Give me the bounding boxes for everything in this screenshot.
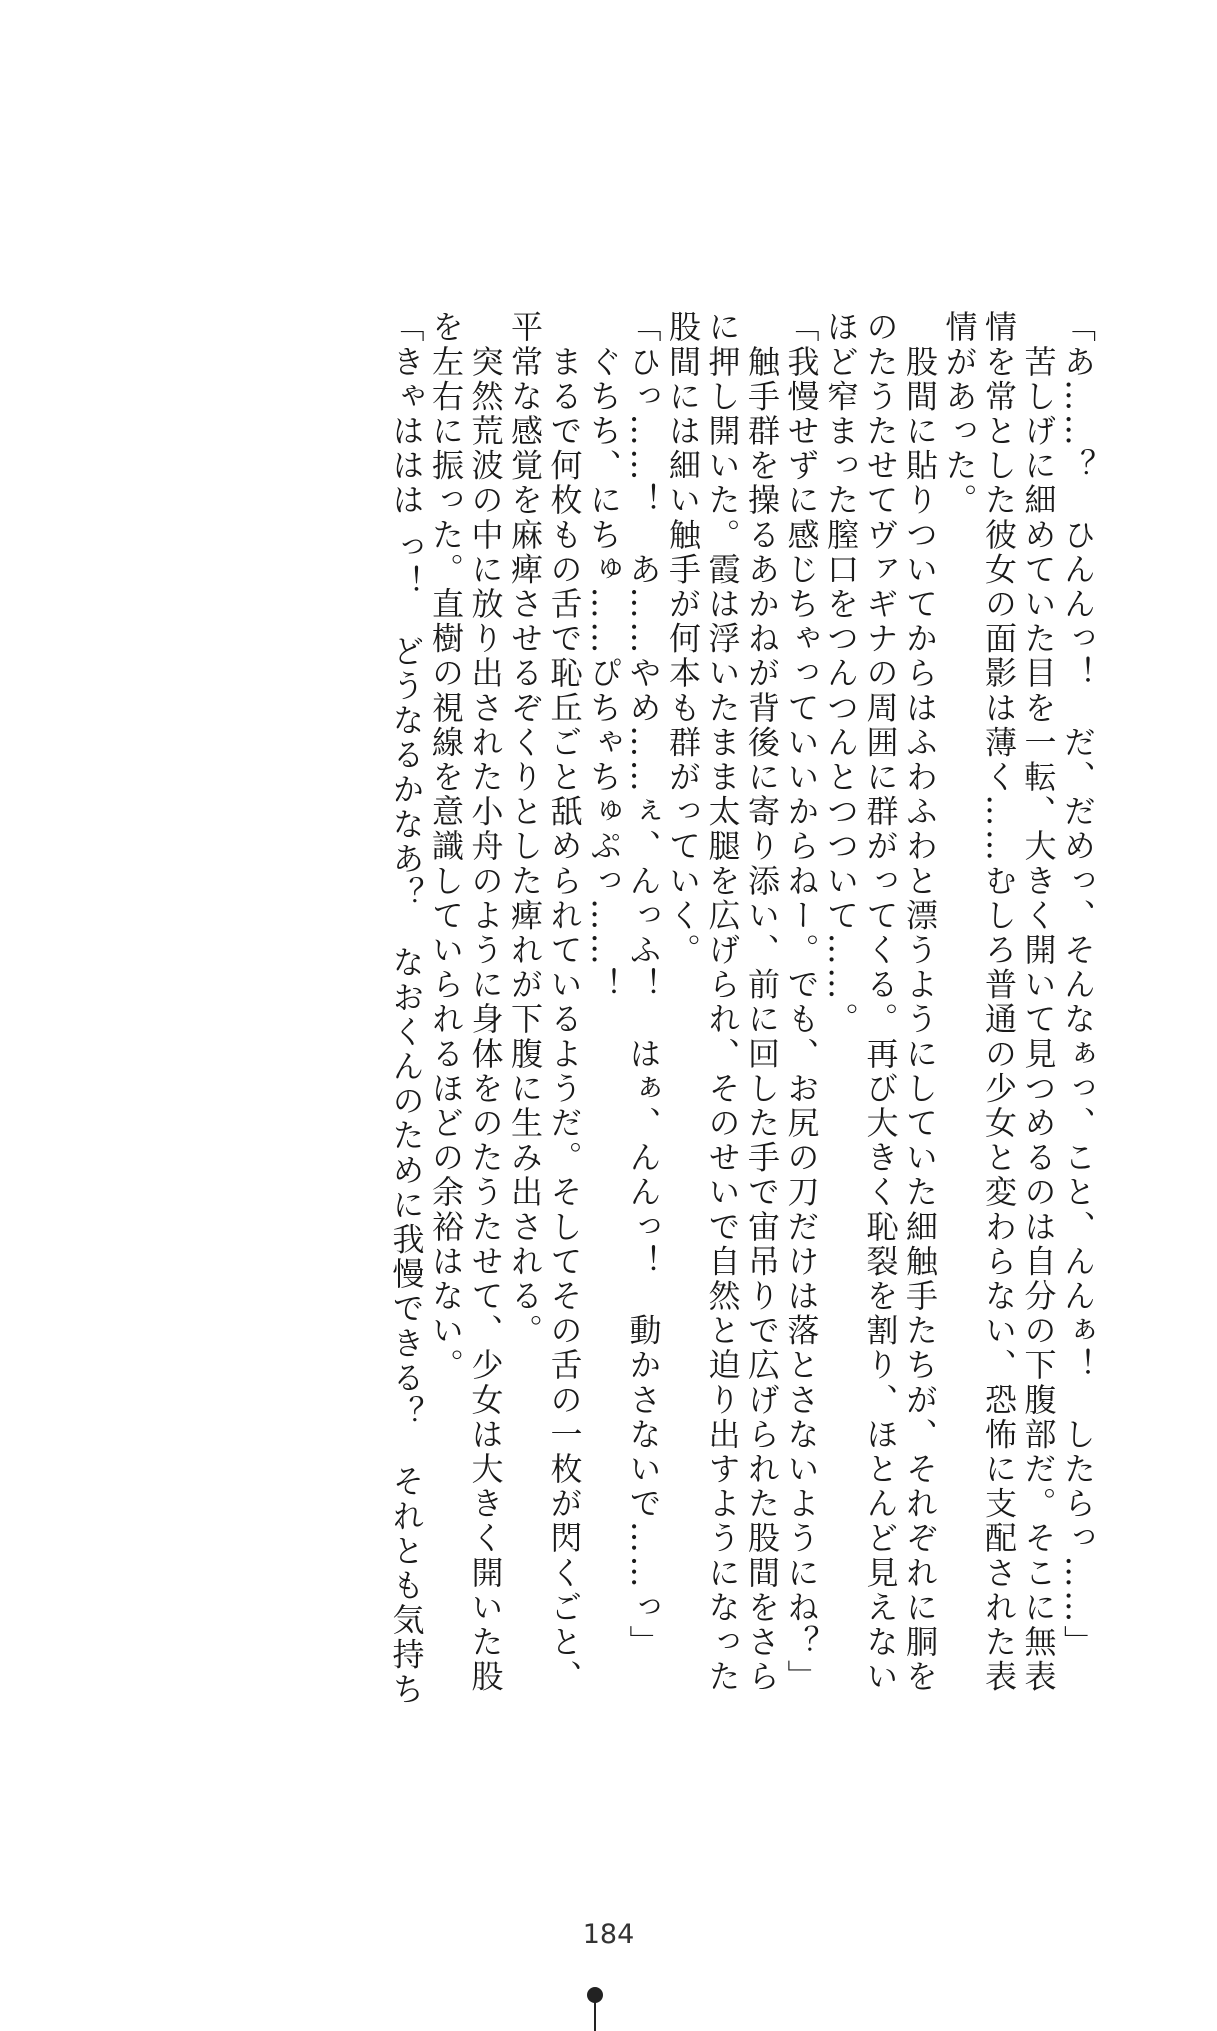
text-line: 苦しげに細めていた目を一転、大きく開いて見つめるのは自分の下腹部だ。そこに無表 [1019,310,1058,1694]
text-line: に押し開いた。霞は浮いたまま太腿を広げられ、そのせいで自然と迫り出すようになった [703,310,742,1694]
text-line: 股間には細い触手が何本も群がっていく。 [664,310,702,968]
page-number: 184 [582,1919,635,1950]
text-line: のたうたせてヴァギナの周囲に群がってくる。再び大きく恥裂を割り、ほとんど見えない [861,310,900,1694]
text-line: 触手群を操るあかねが背後に寄り添い、前に回した手で宙吊りで広げられた股間をさら [743,310,781,1694]
text-line: 「あ……？ ひんんっ！ だ、だめっ、そんなぁっ、こと、んんぁ！ したらっ……」 [1059,310,1097,1660]
text-line: 股間に貼りついてからはふわふわと漂うようにしていた細触手たちが、それぞれに胴を [901,310,939,1694]
text-line: 情を常とした彼女の面影は薄く……むしろ普通の少女と変わらない、恐怖に支配された表 [980,310,1018,1694]
text-line: 「きゃははは っ！ どうなるかなあ？ なおくんのために我慢できる？ それとも気持ち [387,310,426,1707]
text-line: を左右に振った。直樹の視線を意識していられるほどの余裕はない。 [427,310,465,1383]
text-line: 平常な感覚を麻痺させるぞくりとした痺れが下腹に生み出される。 [506,310,544,1348]
body-text [386,310,1097,1710]
text-line: 「ひっ……！ あ……やめ……ぇ、んっふ！ はぁ、んんっ！ 動かさないで……っ」 [624,310,663,1660]
text-line: ぐちち、にちゅ……ぴちゃちゅぷっ……！ [585,310,623,1002]
text-line: 情があった。 [940,310,979,518]
text-line: 「我慢せずに感じちゃっていいからねー。でも、お尻の刀だけは落とさないようにね？」 [782,310,821,1694]
page-marker-dot [587,1987,603,2003]
text-line: ほど窄まった膣口をつんつんとつついて……。 [822,310,860,1037]
text-line: 突然荒波の中に放り出された小舟のように身体をのたうたせて、少女は大きく開いた股 [466,310,505,1694]
text-line: まるで何枚もの舌で恥丘ごと舐められているようだ。そしてその舌の一枚が閃くごと、 [545,310,584,1694]
page-marker-line [594,2002,596,2031]
